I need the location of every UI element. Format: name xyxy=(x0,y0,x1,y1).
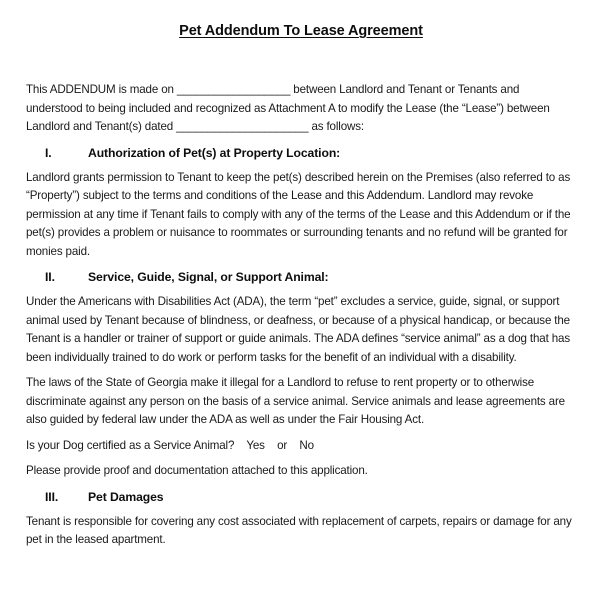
section-title: Pet Damages xyxy=(88,489,164,504)
document-title: Pet Addendum To Lease Agreement xyxy=(179,23,423,39)
section-title: Authorization of Pet(s) at Property Location: xyxy=(88,145,341,160)
pet-damages-paragraph: Tenant is responsible for covering any cost associated with replacement of carpets, repairs or damage for any pet in the leased apartment. xyxy=(26,514,575,546)
intro-paragraph: This ADDENDUM is made on __________________ between Landlord and Tenant or Tenants and understood to being included and recognized as Attachment A to modify the Lease (the “Lease”) between Landlord and Tenant(s) dated _____________________ as follows: xyxy=(26,83,553,133)
authorization-paragraph: Landlord grants permission to Tenant to keep the pet(s) described herein on the Premises (also referred to as “Property”) subject to the terms and conditions of the Lease and this Addendum. Landlord may revoke permission at any time if Tenant fails to comply with any of the terms of the Lease and this Addendum or if the pet(s) provides a problem or nuisance to roommates or surrounding tenants and no refund will be granted for monies paid. xyxy=(26,170,574,258)
section-heading-authorization xyxy=(26,144,576,162)
proof-documentation-line: Please provide proof and documentation attached to this application. xyxy=(26,464,368,477)
section-title: Service, Guide, Signal, or Support Animal: xyxy=(88,270,329,284)
georgia-law-paragraph: The laws of the State of Georgia make it illegal for a Landlord to refuse to rent property or to otherwise discriminate against any person on the basis of a service animal. Service animals and lease agreements are also guided by federal law under the ADA as well as under the Fair Housing Act. xyxy=(26,376,569,426)
title-spacer xyxy=(26,40,576,81)
ada-definition-paragraph: Under the Americans with Disabilities Act (ADA), the term “pet” excludes a service, guide, signal, or support animal used by Tenant because of blindness, or deafness, or because of a physical handicap, or because the Tenant is a handler or trainer of support or guide animals. The ADA defines “service animal” as a dog that has been individually trained to do work or perform tasks for the benefit of an individual with a disability. xyxy=(26,295,574,364)
section-numeral: II. xyxy=(45,270,55,284)
service-animal-question: Is your Dog certified as a Service Animal? Yes or No xyxy=(26,438,314,452)
section-heading-service-animal xyxy=(26,268,576,286)
section-numeral: I. xyxy=(45,145,52,160)
section-numeral: III. xyxy=(45,489,59,504)
section-heading-pet-damages xyxy=(26,488,576,506)
